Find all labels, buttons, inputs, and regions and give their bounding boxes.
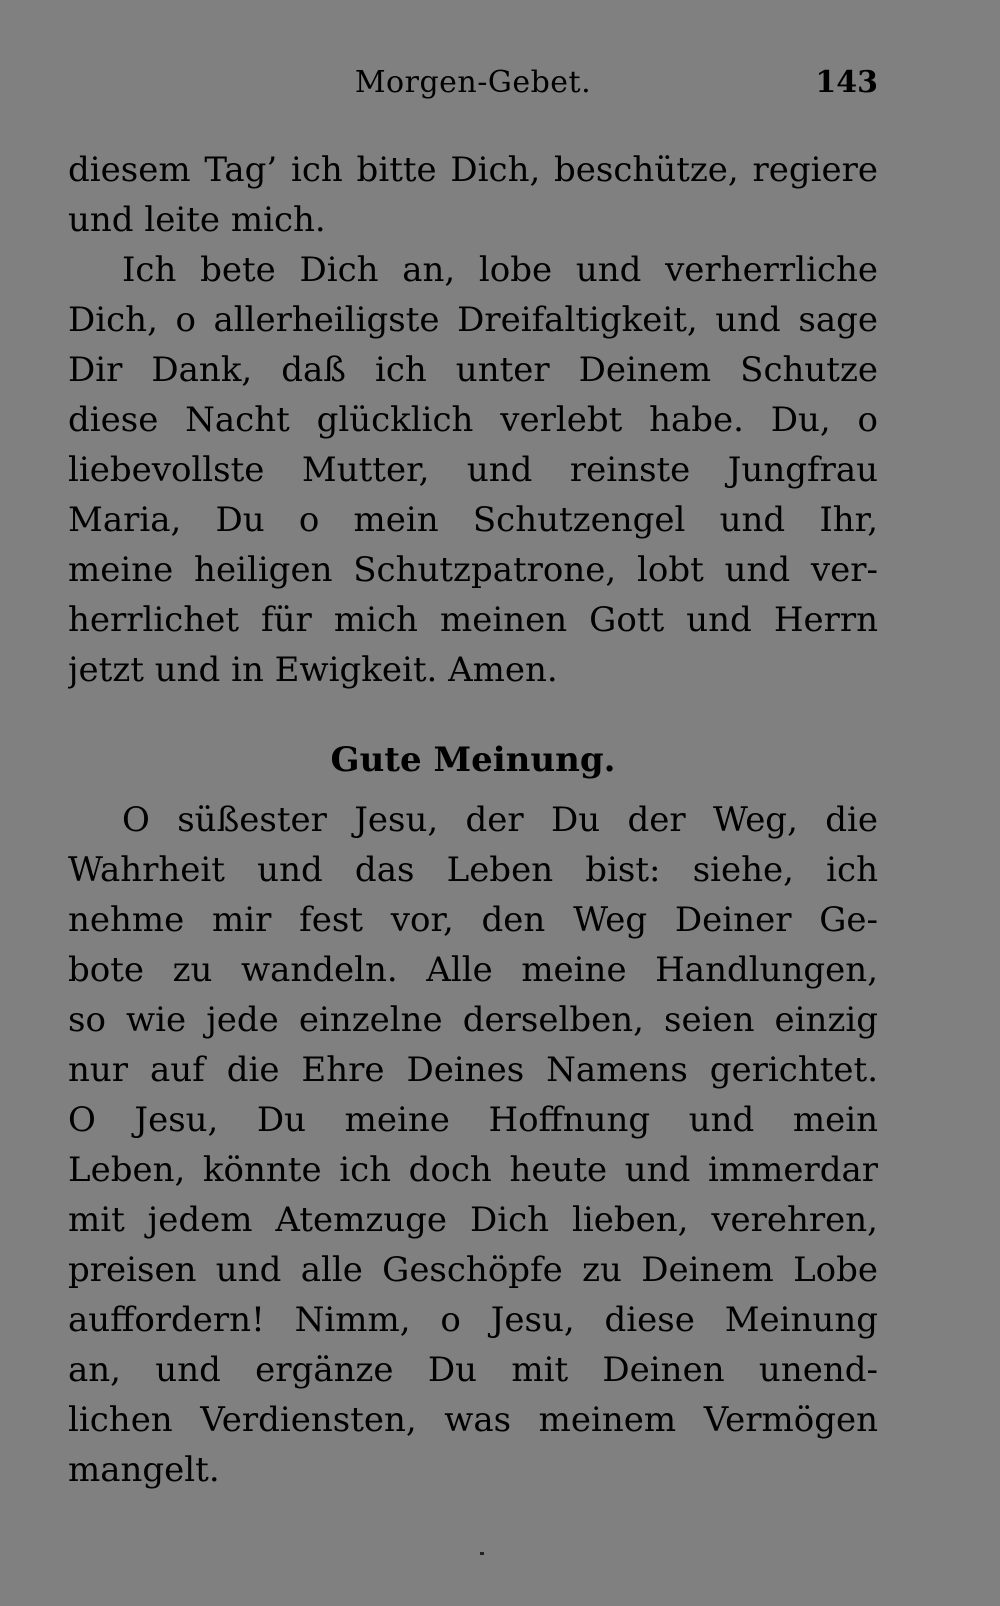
text-line: Ich bete Dich an, lobe und verherrliche [122, 250, 878, 290]
text-line: meine heiligen Schutzpatrone, lobt und ver- [68, 550, 878, 590]
text-line: O Jesu, Du meine Hoffnung und mein [68, 1100, 878, 1140]
section-heading: Gute Meinung. [330, 740, 616, 780]
running-head [68, 58, 878, 108]
text-line: liebevollste Mutter, und reinste Jungfrau [68, 450, 878, 490]
paragraph-intention [68, 795, 878, 1495]
text-line: bote zu wandeln. Alle meine Handlungen, [68, 950, 878, 990]
text-line: mit jedem Atemzuge Dich lieben, verehren, [68, 1200, 878, 1240]
text-line: jetzt und in Ewigkeit. Amen. [68, 650, 558, 690]
paragraph-praise [68, 245, 878, 695]
running-title: Morgen-Gebet. [354, 65, 592, 100]
text-line: an, und ergänze Du mit Deinen unend- [68, 1350, 878, 1390]
text-line: Dich, o allerheiligste Dreifaltigkeit, und sage [68, 300, 878, 340]
text-line: so wie jede einzelne derselben, seien einzig [68, 1000, 878, 1040]
text-line: Dir Dank, daß ich unter Deinem Schutze [68, 350, 878, 390]
text-line: auffordern! Nimm, o Jesu, diese Meinung [68, 1300, 878, 1340]
text-line: diese Nacht glücklich verlebt habe. Du, o [68, 400, 878, 440]
paragraph-continuation [68, 145, 878, 245]
text-line: preisen und alle Geschöpfe zu Deinem Lobe [68, 1250, 878, 1290]
text-line: und leite mich. [68, 200, 326, 240]
text-line: nehme mir fest vor, den Weg Deiner Ge- [68, 900, 878, 940]
page-number: 143 [815, 65, 878, 100]
text-line: lichen Verdiensten, was meinem Vermögen [68, 1400, 878, 1440]
text-line: herrlichet für mich meinen Gott und Herrn [68, 600, 878, 640]
text-line: Leben, könnte ich doch heute und immerdar [68, 1150, 878, 1190]
text-line: Maria, Du o mein Schutzengel und Ihr, [68, 500, 878, 540]
text-line: Wahrheit und das Leben bist: siehe, ich [68, 850, 878, 890]
text-line: O süßester Jesu, der Du der Weg, die [122, 800, 878, 840]
text-line: mangelt. [68, 1450, 220, 1490]
print-speck [480, 1552, 484, 1555]
text-line: diesem Tag’ ich bitte Dich, beschütze, regiere [68, 150, 878, 190]
text-line: nur auf die Ehre Deines Namens gerichtet. [68, 1050, 878, 1090]
